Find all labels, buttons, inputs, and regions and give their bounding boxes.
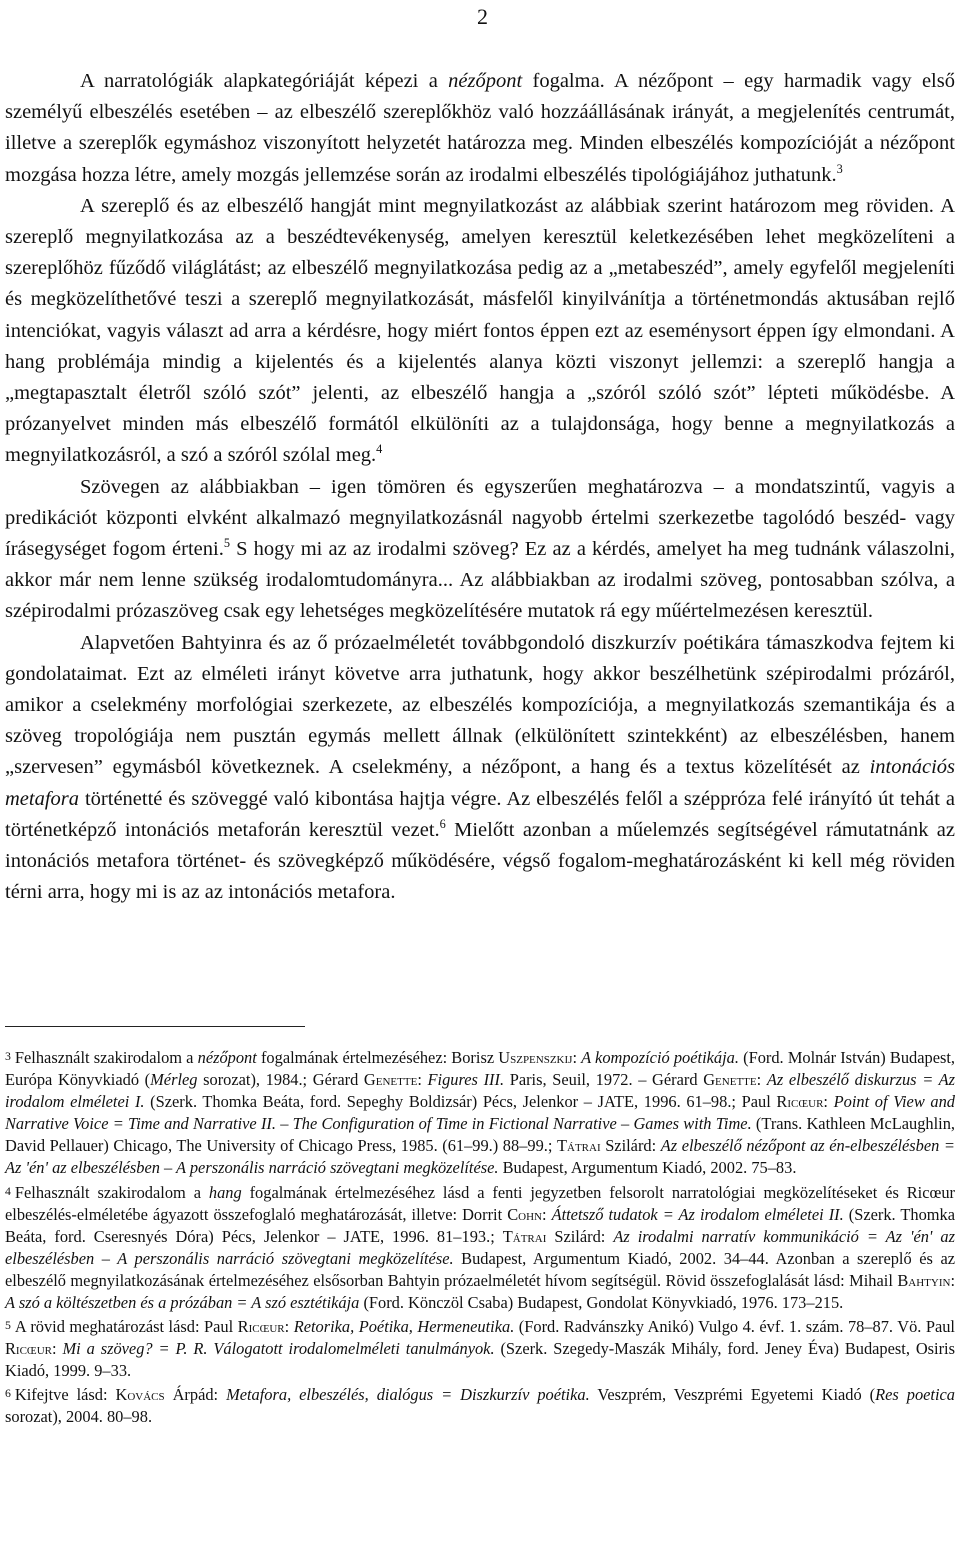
text: fogalmának értelmezéséhez lásd a fenti jegyzetben felsorolt narratológiai megközelítéseket és Ricœur elbeszélés-elméletébe ágyazott összefoglaló meghatározását, illetve: Dorrit	[5, 1182, 955, 1224]
text: S hogy mi az az irodalmi szöveg? Ez az a kérdés, amelyet ha meg tudnánk válaszolni, akkor már nem lenne szükség irodalomtudományra... Az alábbiakban az irodalmi szöveg, pontosabban szólva, a szépirodalmi prózaszöveg csak egy lehetséges megközelítésére mutatok rá egy műértelmezésen keresztül.	[5, 538, 955, 623]
footnote-3	[5, 1045, 955, 1180]
author-name: Tátrai	[557, 1136, 601, 1156]
footnote-ref[interactable]: 3	[836, 161, 843, 176]
text: A narratológiák alapkategóriáját képezi a	[80, 70, 449, 92]
italic-text: Az elbeszélő nézőpont az én-elbeszélésben = Az 'én' az elbeszélésben – A perszonális narráció szövegtani megközelítése.	[5, 1136, 955, 1178]
text: Veszprém, Veszprémi Egyetemi Kiadó (	[589, 1385, 876, 1405]
author-name: Ricœur	[776, 1092, 824, 1112]
author-name: Genette	[363, 1070, 418, 1090]
footnote-ref[interactable]: 6	[439, 817, 446, 832]
paragraph-2	[5, 191, 955, 472]
italic-text: Metafora, elbeszélés, dialógus = Diszkurzív poétika.	[226, 1385, 590, 1405]
text: :	[52, 1339, 63, 1359]
text: fogalma. A nézőpont – egy harmadik vagy első személyű elbeszélés esetében – az elbeszélő szereplőkhöz való hozzáállásának irányát, a megjelenítés centrumát, illetve a szereplők egymáshoz viszonyított helyzetét határozza meg. Minden elbeszélés kompozícióját a nézőpont mozgása hozza létre, amely mozgás jellemzése során az irodalmi elbeszélés tipológiájához juthatunk.	[5, 70, 955, 186]
footnotes	[5, 1045, 955, 1428]
text: Kifejtve lásd:	[14, 1385, 116, 1405]
text: történetté és szöveggé való kibontása hajtja végre. Az elbeszélés felől a széppróza felé irányító út tehát a történetképző intonációs metaforán keresztül vezet.	[5, 787, 955, 841]
footnote-5	[5, 1314, 955, 1382]
text: sorozat), 2004. 80–98.	[5, 1407, 153, 1427]
main-text	[5, 66, 955, 908]
text: (Szerk. Thomka Beáta, ford. Sepeghy Boldizsár) Pécs, Jelenkor – JATE, 1996. 61–98.; Paul	[144, 1092, 777, 1112]
author-name: Bahtyin	[897, 1270, 951, 1290]
footnote-number: 6	[5, 1386, 11, 1401]
page-number: 2	[477, 4, 488, 29]
italic-text: Mérleg	[150, 1070, 198, 1090]
paragraph-1	[5, 66, 955, 191]
text: A szereplő és az elbeszélő hangját mint megnyilatkozást az alábbiak szerint határozom meg röviden. A szereplő megnyilatkozása az a beszédtevékenység, amelyen keresztül keletkezésében lehet megközelíteni a szereplőhöz fűződő világlátást; az elbeszélő megnyilatkozása pedig az a „metabeszéd”, amely egyfelől megjeleníti és megközelíthetővé teszi a szereplő megnyilatkozását, másfelől kinyilvánítja a történetmondás aktusában rejlő intenciókat, vagyis választ ad arra a kérdésre, hogy miért fontos éppen ezt az eseménysort éppen így elmondani. A hang problémája mindig a kijelentés és a kijelentés alanya közti viszonyt jellemzi: a szereplő hangja a „megtapasztalt életről szóló szót” jelenti, az elbeszélő hangja a „szóról szóló szót” lépteti működésbe. A prózanyelvet minden más elbeszélő formától elkülöníti az a tulajdonsága, hogy benne a megnyilatkozás a megnyilatkozásról, a szó a szóról szólal meg.	[5, 194, 955, 467]
text: :	[284, 1316, 294, 1336]
text: :	[823, 1092, 834, 1112]
text: Paris, Seuil, 1972. – Gérard	[504, 1070, 704, 1090]
text: Felhasznált szakirodalom a	[14, 1182, 209, 1202]
footnote-4	[5, 1180, 955, 1315]
text: A rövid meghatározást lásd: Paul	[14, 1316, 238, 1336]
text: (Szerk. Thomka Beáta, ford. Cseresnyés Dóra) Pécs, Jelenkor – JATE, 1996. 81–193.;	[5, 1204, 956, 1246]
italic-text: nézőpont	[197, 1047, 257, 1067]
italic-text: Retorika, Poétika, Hermeneutika.	[293, 1316, 515, 1336]
footnote-ref[interactable]: 5	[223, 536, 231, 551]
italic-text: Az elbeszélő diskurzus = Az irodalom elméletei I.	[5, 1070, 955, 1112]
text: sorozat), 1984.; Gérard	[197, 1070, 364, 1090]
text: (Trans. Kathleen McLaughlin, David Pellauer) Chicago, The University of Chicago Press, 1985. (61–99.) 88–99.;	[5, 1114, 955, 1156]
footnote-6	[5, 1382, 955, 1428]
footnote-separator	[5, 1026, 305, 1027]
author-name: Tátrai	[502, 1226, 547, 1246]
italic-text: Res poetica	[875, 1385, 955, 1405]
author-name: Uszpenszkij	[498, 1047, 573, 1067]
footnote-number: 4	[5, 1183, 11, 1198]
text: (Ford. Molnár István) Budapest, Európa Könyvkiadó (	[5, 1047, 956, 1090]
author-name: Ricœur	[237, 1316, 285, 1336]
italic-text: Point of View and Narrative Voice = Time and Narrative II. – The Configuration of Time in Fictional Narrative – Games with Time.	[5, 1092, 955, 1134]
text: Szövegen az alábbiakban – igen tömören és egyszerűen meghatározva – a mondatszintű, vagyis a predikációt központi elvként alkalmazó megnyilatkozásnál nagyobb értelmi szerkezetbe tagolódó beszéd- vagy írásegységet fogom érteni.	[5, 475, 955, 561]
text: :	[572, 1047, 582, 1067]
author-name: Cohn	[507, 1204, 542, 1224]
italic-text: Figures III.	[427, 1070, 505, 1090]
footnote-ref[interactable]: 4	[376, 442, 383, 457]
footnote-number: 5	[5, 1318, 11, 1332]
italic-text: hang	[208, 1182, 242, 1202]
italic-text: A kompozíció poétikája.	[581, 1047, 739, 1067]
paragraph-4	[5, 628, 955, 909]
paragraph-3	[5, 472, 955, 628]
text: Mielőtt azonban a műelemzés segítségével rámutatnánk az intonációs metafora történet- és szövegképző működésére, végső fogalom-meghatározásként ki kell még röviden térni arra, hogy mi is az az intonációs metafora.	[5, 818, 955, 904]
italic-text: Mi a szöveg? = P. R. Válogatott irodalomelméleti tanulmányok.	[62, 1339, 495, 1359]
italic-term: nézőpont	[448, 70, 523, 92]
text: :	[541, 1204, 552, 1224]
author-name: Kovács	[115, 1385, 165, 1405]
text: (Ford. Könczöl Csaba) Budapest, Gondolat Könyvkiadó, 1976. 173–215.	[359, 1292, 844, 1312]
text: Budapest, Argumentum Kiadó, 2002. 34–44. Azonban a szereplő és az elbeszélő megnyilatkozásának értelmezéséhez elsősorban Bahtyin prózaelméletét hívom segítségül. Rövid összefoglalását lásd: Mihail	[5, 1248, 955, 1290]
text: Felhasznált szakirodalom a	[14, 1047, 198, 1067]
text: :	[950, 1270, 955, 1290]
italic-text: Áttetsző tudatok = Az irodalom elméletei II.	[551, 1204, 844, 1224]
footnote-number: 3	[5, 1049, 11, 1063]
text: Szilárd:	[600, 1136, 661, 1156]
text: Szilárd:	[546, 1226, 614, 1246]
italic-text: A szó a költészetben és a prózában = A szó esztétikája	[5, 1292, 360, 1312]
author-name: Genette	[703, 1070, 757, 1090]
text: (Szerk. Szegedy-Maszák Mihály, ford. Jeney Éva) Budapest, Osiris Kiadó, 1999. 9–33.	[5, 1339, 955, 1381]
text: :	[756, 1070, 767, 1090]
text: Alapvetően Bahtyinra és az ő prózaelméletét továbbgondoló diszkurzív poétikára támaszkodva fejtem ki gondolataimat. Ezt az elméleti irányt követve arra juthatunk, hogy akkor beszélhetünk szépirodalmi prózáról, amikor a cselekmény morfológiai szerkezete, az elbeszélés kompozíciója, a megnyilatkozás szemantikája és a szöveg tropológiája nem pusztán egymás mellett állnak (elkülönített szintekként) az elbeszélésben, hanem „szervesen” egymásból következnek. A cselekmény, a nézőpont, a hang és a textus közelítését az	[5, 631, 955, 779]
author-name: Ricœur	[5, 1339, 52, 1359]
text: Árpád:	[164, 1385, 227, 1405]
text: fogalmának értelmezéséhez: Borisz	[256, 1047, 499, 1067]
text: (Ford. Radvánszky Anikó) Vulgo 4. évf. 1. szám. 78–87. Vö. Paul	[514, 1316, 955, 1336]
italic-text: Az irodalmi narratív kommunikáció = Az 'én' az elbeszélésben – A perszonális narráció szövegtani megközelítése.	[5, 1226, 955, 1268]
text: :	[417, 1070, 428, 1090]
text: Budapest, Argumentum Kiadó, 2002. 75–83.	[498, 1158, 797, 1178]
italic-term: intonációs metafora	[5, 756, 955, 810]
